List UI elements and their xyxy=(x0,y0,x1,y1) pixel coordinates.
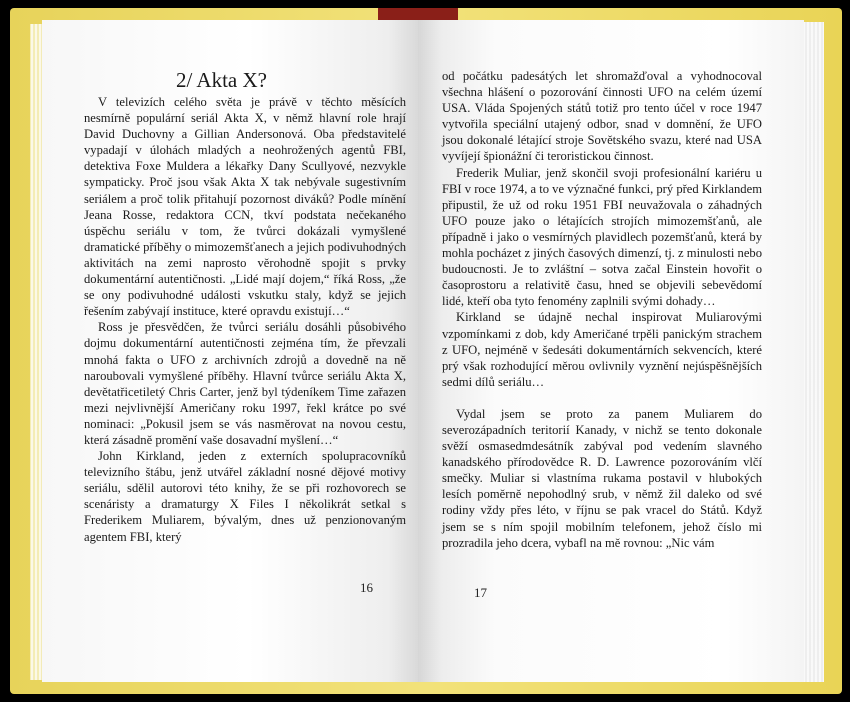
page-number-right: 17 xyxy=(474,585,487,600)
left-page-text xyxy=(84,94,406,545)
paragraph: Kirkland se údajně nechal inspirovat Muliarovými vzpomínkami z dob, kdy Američané trpěli panickým strachem z UFO, nejméně v šedesáti dokumentárních sekvencích, které prý však rozhodující měrou ovlivnily vyznění nejúspěšnějších sedmi dílů seriálu… xyxy=(442,310,762,389)
paragraph: Vydal jsem se proto za panem Muliarem do severozápadních teritorií Kanady, v nichž se tento dokonale svěží osmasedmdesátník zabýval pod vedením slavného kanadského přírodovědce R. D. Lawrence pozorováním vlčí smečky. Muliar si vlastníma rukama postavil v hlubokých lesích poměrně nepohodlný srub, v němž žil daleko od své rodiny vždy přes léto, v říjnu se pak vracel do Států. Když jsem se s ním spojil mobilním telefonem, jehož číslo mi prozradila jeho dcera, vybafl na mě rovnou: „Nic vám xyxy=(442,406,762,550)
page-number-left: 16 xyxy=(360,580,373,595)
chapter-title: 2/ Akta X? xyxy=(176,68,267,92)
paragraph: od počátku padesátých let shromažďoval a vyhodnocoval všechna hlášení o pozorování činnosti UFO na celém území USA. Vláda Spojených států totiž pro tento účel v roce 1947 vytvořila speciální utajený odbor, snad v domnění, že UFO jsou dokonalé létající stroje Sovětského svazu, které nad USA vyvíjejí špionážní či teroristickou činnost. xyxy=(442,69,762,164)
paragraph: Ross je přesvědčen, že tvůrci seriálu dosáhli působivého dojmu dokumentární autentičnosti zejména tím, že převzali mnohá fakta o UFO z archivních zdrojů a dovedně na ně naroubovali vymyšlené příběhy. Hlavní tvůrce seriálu Akta X, devětatřicetiletý Chris Carter, jenž byl týdeníkem Time zařazen mezi nejvlivnější Američany roku 1997, řekl krátce po své nominaci: „Pokusil jsem se vás nasměrovat na novou cestu, která zásadně promění vaše dosavadní myšlení…“ xyxy=(84,320,406,447)
paragraph: V televizích celého světa je právě v těchto měsících nesmírně populární seriál Akta X, v němž hlavní role hrají David Duchovny a Gillian Andersonová. Oba představitelé vypadají v úlohách mladých a neohrožených agentů FBI, detektiva Foxe Muldera a lékařky Dany Scullyové, nezvykle sympaticky. Proč jsou však Akta X tak nebývale sugestivním seriálem a proč tolik přitahují pozornost diváků? Podle mínění Jeana Rosse, redaktora CCN, tkví podstata nečekaného úspěchu seriálu v tom, že tvůrci dokázali vymyšlené dramatické příběhy o mimozemšťanech a jejich podivuhodných aktivitách na zemi naprosto věrohodně spojit s prvky dokumentární autentičnosti. „Lidé mají dojem,“ říká Ross, „že se ony podivuhodné události vskutku staly, když se jejich řešením zabývají instituce, které opravdu existují…“ xyxy=(84,95,406,319)
right-page-text xyxy=(442,68,762,551)
paragraph: John Kirkland, jeden z externích spolupracovníků televizního štábu, jenž utvářel základní nosné dějové motivy seriálu, sdělil autorovi této knihy, že se při rozhovorech se scenáristy a dramaturgy X Files I několikrát setkal s Frederikem Muliarem, bývalým, dnes už penzionovaným agentem FBI, který xyxy=(84,449,406,544)
right-page-edges xyxy=(804,22,824,682)
paragraph: Frederik Muliar, jenž skončil svoji profesionální kariéru u FBI v roce 1974, a to ve význačné funkci, prý před Kirklandem připustil, že už od roku 1951 FBI neuvažovala o záhadných UFO pouze jako o létajících strojích mimozemšťanů, ale případně i jako o vesmírných plavidlech pozemšťanů, která by mohla pocházet z jiných časových dimenzí, tj. z minulosti nebo budoucnosti. Je to zvláštní – sotva začal Einstein hovořit o časoprostoru a relativitě času, hned se objevili sebevědomí lidé, kteří oba tyto fenomény zaplnili svými dohady… xyxy=(442,165,763,309)
